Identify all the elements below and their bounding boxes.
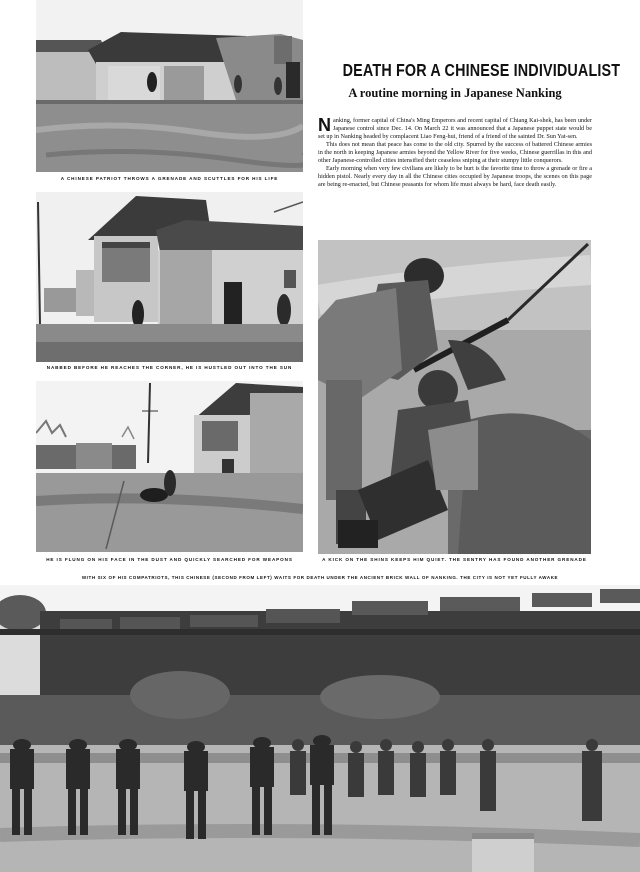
article-body xyxy=(318,117,592,189)
photo-caption: HE IS FLUNG ON HIS FACE IN THE DUST AND QUICKLY SEARCHED FOR WEAPONS xyxy=(46,557,293,562)
photo-execution-wall xyxy=(0,585,640,872)
photo-searched xyxy=(36,381,303,552)
article-title: DEATH FOR A CHINESE INDIVIDUALIST xyxy=(342,60,621,80)
photo-caption: NABBED BEFORE HE REACHES THE CORNER, HE IS HUSTLED OUT INTO THE SUN xyxy=(46,365,293,370)
drop-cap: N xyxy=(318,115,331,135)
article-paragraph: This does not mean that peace has come to the old city. Spurred by the success of battered Chinese armies in the north in keeping Japanese armies beyond the Yellow River for five weeks, Chinese guerrillas in this and other Japanese-controlled cities intensified their ceaseless sniping at their stumpy little conquerors. xyxy=(318,141,592,165)
photo-caption: A CHINESE PATRIOT THROWS A GRENADE AND SCUTTLES FOR HIS LIFE xyxy=(60,176,279,181)
photo-caption: A KICK ON THE SHINS KEEPS HIM QUIET. THE SENTRY HAS FOUND ANOTHER GRENADE xyxy=(322,557,587,562)
photo-kick xyxy=(318,240,591,554)
photo-nabbed xyxy=(36,192,303,362)
photo-caption: WITH SIX OF HIS COMPATRIOTS, THIS CHINESE (SECOND FROM LEFT) WAITS FOR DEATH UNDER THE ANCIENT BRICK WALL OF NANKING. THE CITY IS NOT YET FULLY AWAKE xyxy=(81,575,559,580)
photo-grenade-throw xyxy=(36,0,303,172)
article-paragraph: Nanking, former capital of China's Ming Emperors and recent capital of Chiang Kai-shek, has been under Japanese control since Dec. 14. On March 22 it was announced that a Japanese puppet state would be set up in Nanking headed by complacent Liao Feng-hui, friend of a friend of the sainted Dr. Sun Yat-sen. xyxy=(318,115,592,141)
article-paragraph: Early morning when very few civilians are likely to be hurt is the favorite time to throw a grenade or fire a hidden pistol. Nearly every day in all the Chinese cities occupied by Japanese troops, the scenes on this page are being re-enacted, but Chinese peasants for whom life must always be hard, face death easily. xyxy=(318,165,592,189)
article-subtitle: A routine morning in Japanese Nanking xyxy=(348,86,562,100)
